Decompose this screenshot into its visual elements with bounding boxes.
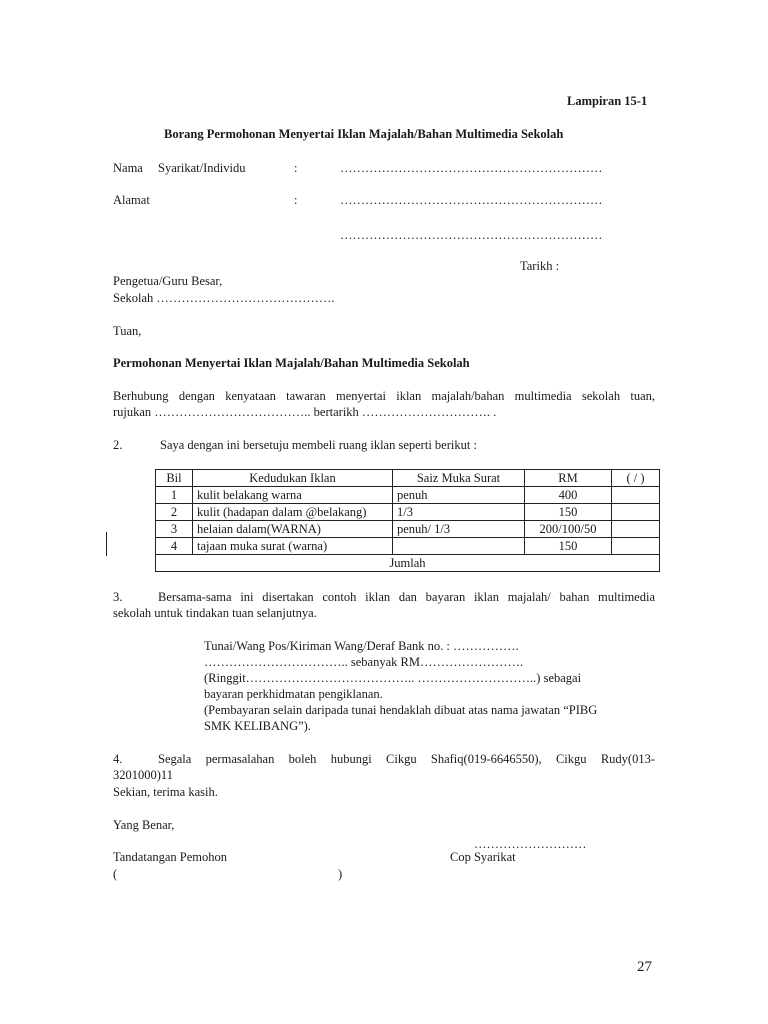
item-4-line-2: 3201000)11 bbox=[113, 768, 173, 782]
cell-tick[interactable] bbox=[612, 521, 660, 538]
item-2-number: 2. bbox=[113, 438, 123, 452]
cell-size: penuh/ 1/3 bbox=[393, 521, 525, 538]
closing-thanks: Sekian, terima kasih. bbox=[113, 785, 218, 799]
header-bil: Bil bbox=[156, 470, 193, 487]
cell-tick[interactable] bbox=[612, 504, 660, 521]
item-2-text: Saya dengan ini bersetuju membeli ruang iklan seperti berikut : bbox=[160, 438, 477, 452]
recipient-line-2: Sekolah ……………………………………. bbox=[113, 291, 335, 305]
paren-open: ( bbox=[113, 867, 118, 881]
advertisement-table bbox=[155, 469, 660, 572]
field-name-colon: : bbox=[294, 161, 298, 175]
header-tick: ( / ) bbox=[612, 470, 660, 487]
cell-position: kulit (hadapan dalam @belakang) bbox=[193, 504, 393, 521]
paragraph-1-line-2: rujukan ……………………………….. bertarikh …………………………. . bbox=[113, 405, 497, 419]
stamp-dots: ……………………… bbox=[474, 837, 587, 851]
recipient-line-1: Pengetua/Guru Besar, bbox=[113, 274, 223, 288]
field-name-label-b: Syarikat/Individu bbox=[158, 161, 246, 175]
table-total-row bbox=[156, 555, 660, 572]
cell-bil: 3 bbox=[156, 521, 193, 538]
text-cursor bbox=[106, 532, 107, 556]
field-address-dots: ……………………………………………………… bbox=[340, 193, 603, 207]
field-address-dots-2: ……………………………………………………… bbox=[340, 228, 603, 242]
cell-tick[interactable] bbox=[612, 538, 660, 555]
cell-rm: 150 bbox=[525, 504, 612, 521]
table-row bbox=[156, 521, 660, 538]
cell-rm: 200/100/50 bbox=[525, 521, 612, 538]
table-row bbox=[156, 504, 660, 521]
form-title: Borang Permohonan Menyertai Iklan Majalah/Bahan Multimedia Sekolah bbox=[164, 127, 564, 141]
header-page-size: Saiz Muka Surat bbox=[393, 470, 525, 487]
stamp-label: Cop Syarikat bbox=[450, 850, 516, 864]
payment-line-1: Tunai/Wang Pos/Kiriman Wang/Deraf Bank no. : ……………. bbox=[204, 639, 519, 653]
cell-bil: 1 bbox=[156, 487, 193, 504]
item-4-number: 4. bbox=[113, 752, 123, 766]
item-3-line-2: sekolah untuk tindakan tuan selanjutnya. bbox=[113, 606, 317, 620]
subject-heading: Permohonan Menyertai Iklan Majalah/Bahan Multimedia Sekolah bbox=[113, 356, 470, 370]
cell-size: 1/3 bbox=[393, 504, 525, 521]
cell-bil: 4 bbox=[156, 538, 193, 555]
header-position: Kedudukan Iklan bbox=[193, 470, 393, 487]
paragraph-1-line-1: Berhubung dengan kenyataan tawaran menyertai iklan majalah/bahan multimedia sekolah tuan, bbox=[113, 389, 655, 403]
item-4-line-1: Segala permasalahan boleh hubungi Cikgu Shafiq(019-6646550), Cikgu Rudy(013- bbox=[158, 752, 655, 766]
attachment-label: Lampiran 15-1 bbox=[567, 94, 648, 108]
cell-bil: 2 bbox=[156, 504, 193, 521]
date-label: Tarikh : bbox=[520, 259, 560, 273]
table-header-row bbox=[156, 470, 660, 487]
cell-position: tajaan muka surat (warna) bbox=[193, 538, 393, 555]
field-name-dots: ……………………………………………………… bbox=[340, 161, 603, 175]
salutation: Tuan, bbox=[113, 324, 142, 338]
item-3-number: 3. bbox=[113, 590, 123, 604]
payment-line-4: bayaran perkhidmatan pengiklanan. bbox=[204, 687, 383, 701]
payment-line-5: (Pembayaran selain daripada tunai hendaklah dibuat atas nama jawatan “PIBG bbox=[204, 703, 598, 717]
payment-line-3: (Ringgit………………………………….. ………………………..) sebagai bbox=[204, 671, 582, 685]
table-row bbox=[156, 487, 660, 504]
payment-line-2: …………………………….. sebanyak RM……………………. bbox=[204, 655, 524, 669]
item-3-line-1: Bersama-sama ini disertakan contoh iklan dan bayaran iklan majalah/ bahan multimedia bbox=[158, 590, 655, 604]
cell-size: penuh bbox=[393, 487, 525, 504]
field-name-label-a: Nama bbox=[113, 161, 143, 175]
cell-rm: 400 bbox=[525, 487, 612, 504]
closing-signoff: Yang Benar, bbox=[113, 818, 175, 832]
page-number: 27 bbox=[637, 959, 652, 975]
total-label: Jumlah bbox=[156, 555, 660, 572]
signature-label: Tandatangan Pemohon bbox=[113, 850, 228, 864]
paren-close: ) bbox=[338, 867, 343, 881]
cell-position: kulit belakang warna bbox=[193, 487, 393, 504]
cell-tick[interactable] bbox=[612, 487, 660, 504]
table-row bbox=[156, 538, 660, 555]
field-address-colon: : bbox=[294, 193, 298, 207]
cell-rm: 150 bbox=[525, 538, 612, 555]
cell-position: helaian dalam(WARNA) bbox=[193, 521, 393, 538]
payment-line-6: SMK KELIBANG”). bbox=[204, 719, 311, 733]
field-address-label: Alamat bbox=[113, 193, 150, 207]
header-rm: RM bbox=[525, 470, 612, 487]
cell-size bbox=[393, 538, 525, 555]
